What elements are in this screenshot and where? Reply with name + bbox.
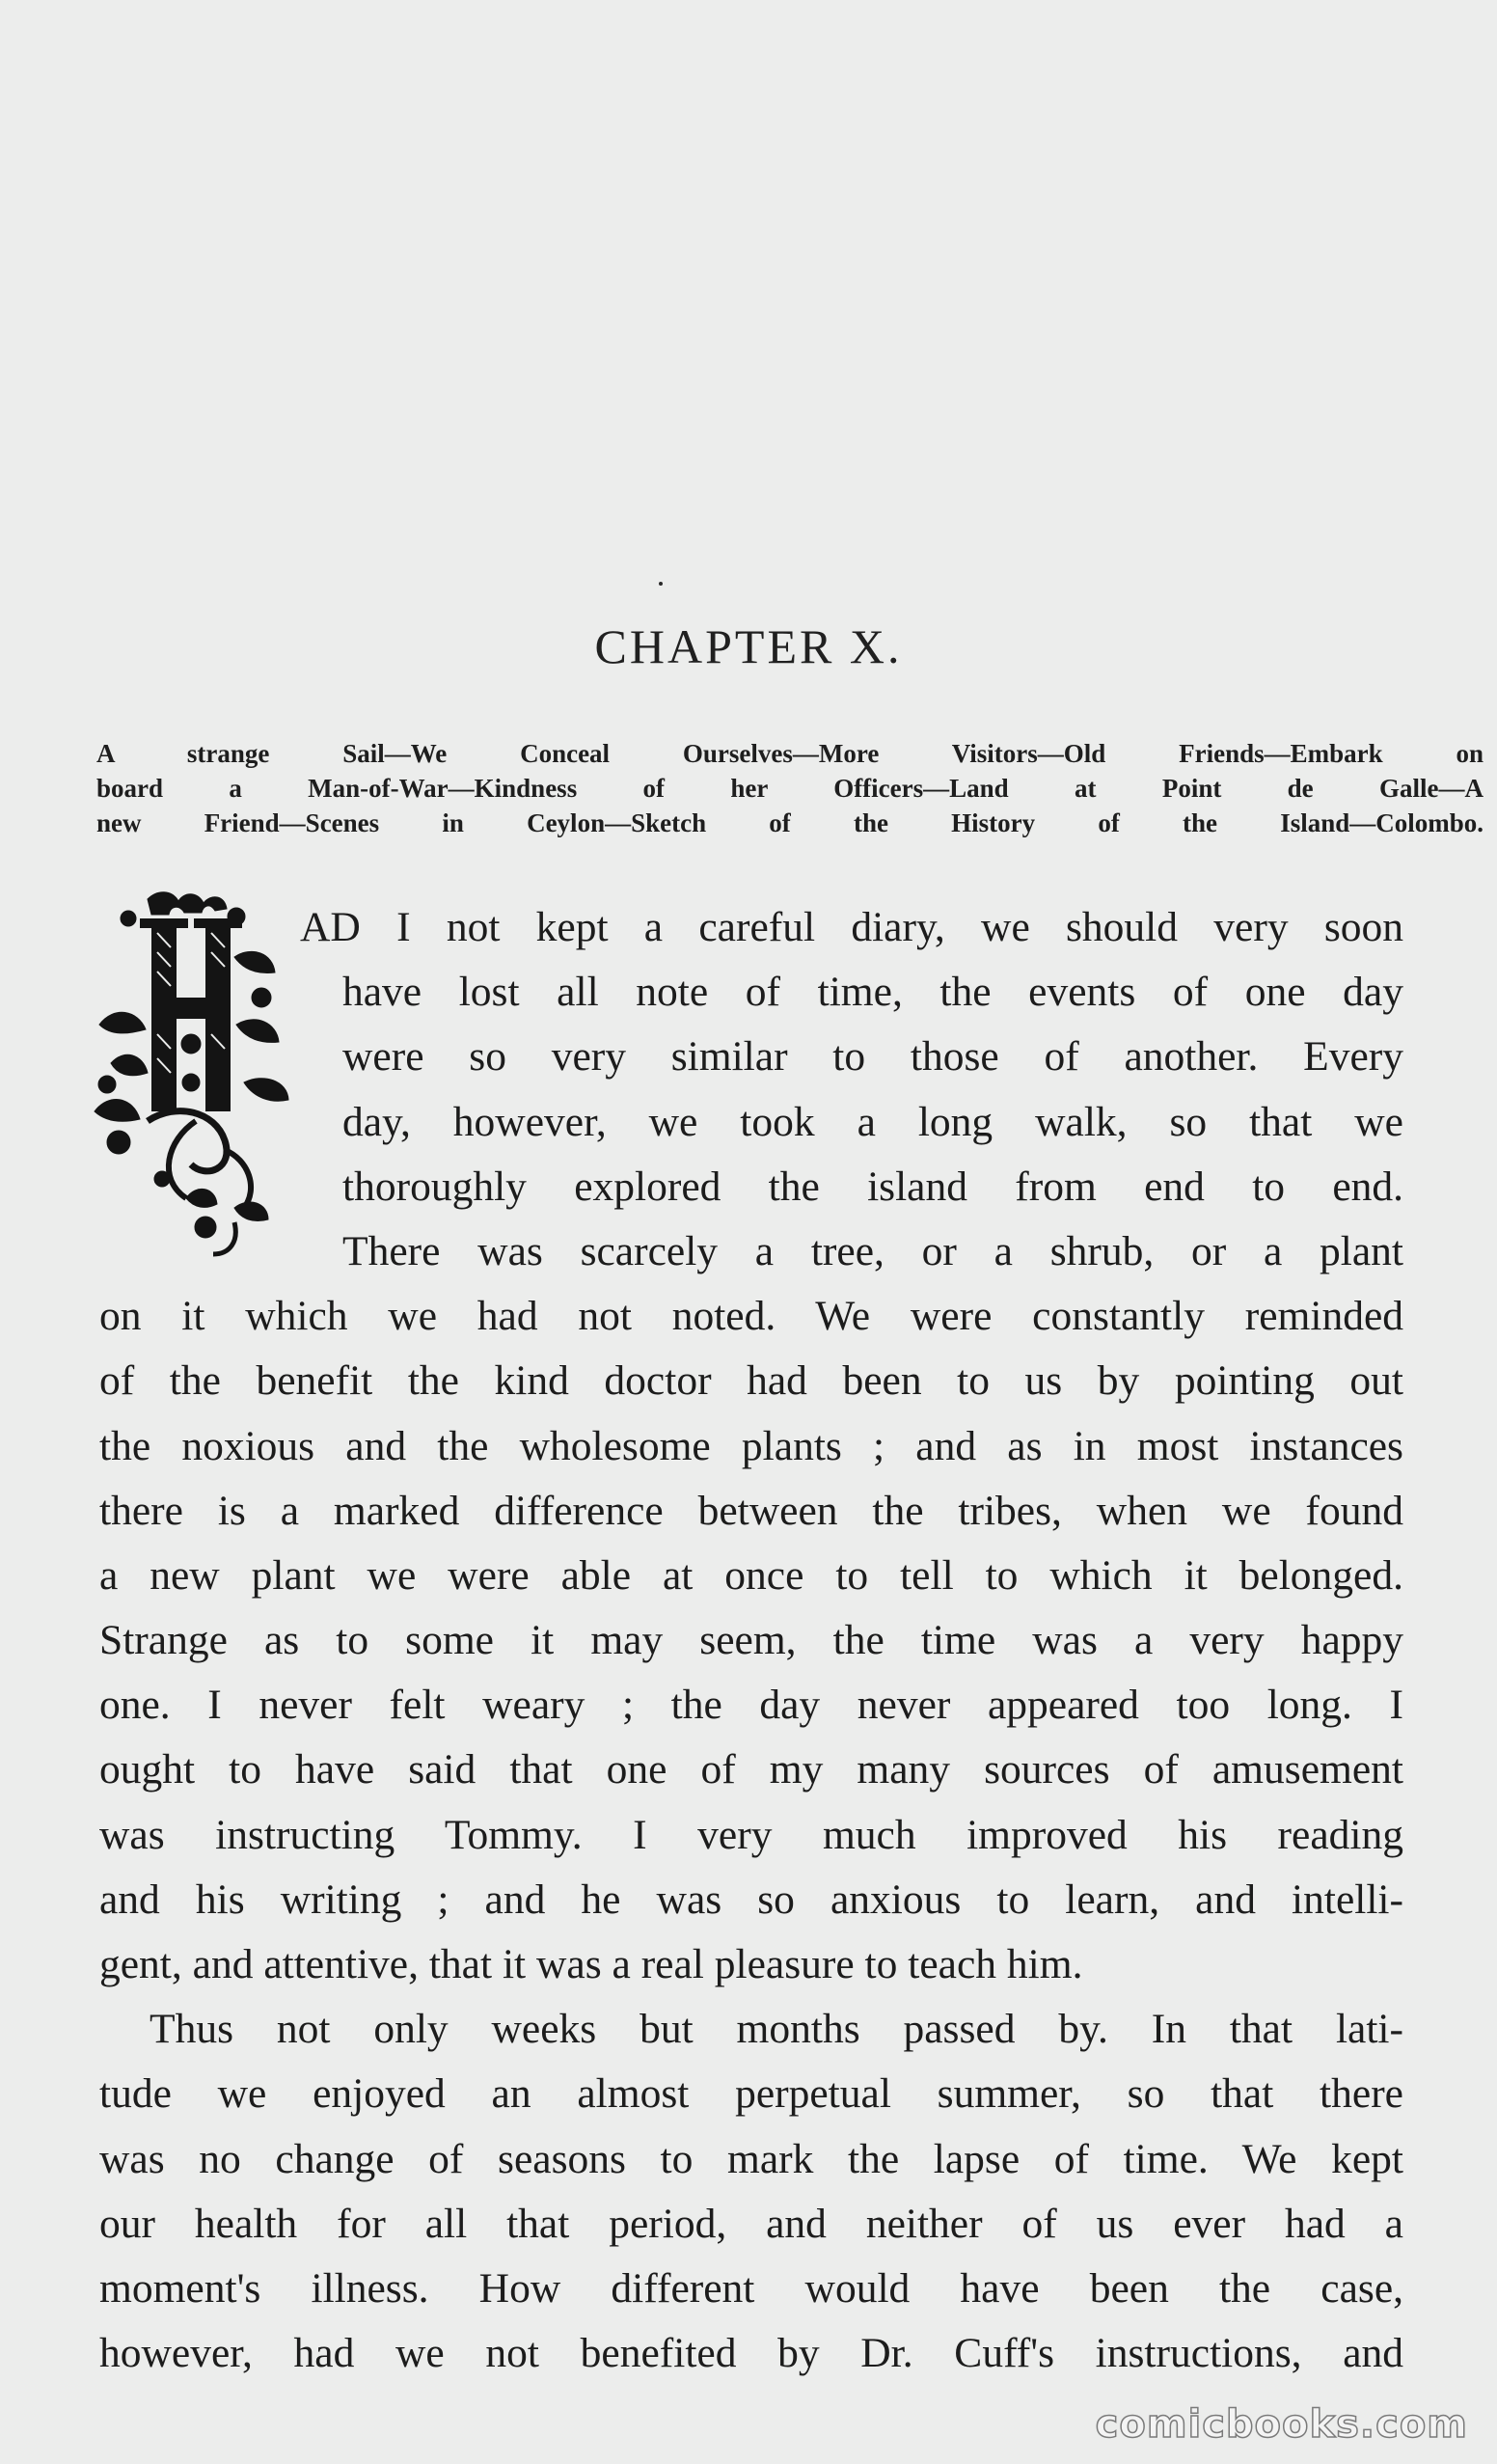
- text-line: tude we enjoyed an almost perpetual summer, so that there: [99, 2070, 1403, 2118]
- chapter-synopsis: [96, 736, 1483, 840]
- ink-speck: [659, 582, 663, 586]
- watermark: comicbooks.com: [1095, 2402, 1468, 2447]
- text-line: a new plant we were able at once to tell to which it belonged.: [99, 1551, 1403, 1599]
- text-line: was no change of seasons to mark the lapse of time. We kept: [99, 2135, 1403, 2182]
- text-line: day, however, we took a long walk, so that we: [342, 1098, 1403, 1145]
- text-line: thoroughly explored the island from end to end.: [342, 1163, 1403, 1210]
- text-line: on it which we had not noted. We were constantly reminded: [99, 1293, 1403, 1340]
- text-line: of the benefit the kind doctor had been to us by pointing out: [99, 1357, 1403, 1405]
- text-line: have lost all note of time, the events of one day: [342, 969, 1403, 1016]
- text-line: our health for all that period, and neither of us ever had a: [99, 2200, 1403, 2247]
- text-line: Strange as to some it may seem, the time was a very happy: [99, 1617, 1403, 1664]
- text-line: were so very similar to those of another. Every: [342, 1033, 1403, 1081]
- text-line: moment's illness. How different would have been the case,: [99, 2264, 1403, 2312]
- text-line: ought to have said that one of my many sources of amusement: [99, 1746, 1403, 1793]
- text-line: the noxious and the wholesome plants ; and as in most instances: [99, 1422, 1403, 1469]
- synopsis-line: board a Man-of-War—Kindness of her Officers—Land at Point de Galle—A: [96, 774, 1483, 803]
- text-line: was instructing Tommy. I very much improved his reading: [99, 1811, 1403, 1858]
- text-line: and his writing ; and he was so anxious to learn, and intelli-: [99, 1875, 1403, 1923]
- text-line: however, had we not benefited by Dr. Cuff's instructions, and: [99, 2330, 1403, 2377]
- text-line: AD I not kept a careful diary, we should very soon: [300, 904, 1403, 950]
- text-line: one. I never felt weary ; the day never appeared too long. I: [99, 1682, 1403, 1729]
- text-line: gent, and attentive, that it was a real pleasure to teach him.: [99, 1941, 1083, 1987]
- text-line: Thus not only weeks but months passed by. In that lati-: [150, 2006, 1403, 2053]
- body-text: [99, 895, 1403, 2386]
- text-line: There was scarcely a tree, or a shrub, or a plant: [342, 1227, 1403, 1274]
- chapter-title: CHAPTER X.: [594, 619, 903, 673]
- synopsis-line: A strange Sail—We Conceal Ourselves—More Visitors—Old Friends—Embark on: [96, 739, 1483, 768]
- text-line: there is a marked difference between the tribes, when we found: [99, 1487, 1403, 1534]
- synopsis-line: new Friend—Scenes in Ceylon—Sketch of the History of the Island—Colombo.: [96, 808, 1483, 837]
